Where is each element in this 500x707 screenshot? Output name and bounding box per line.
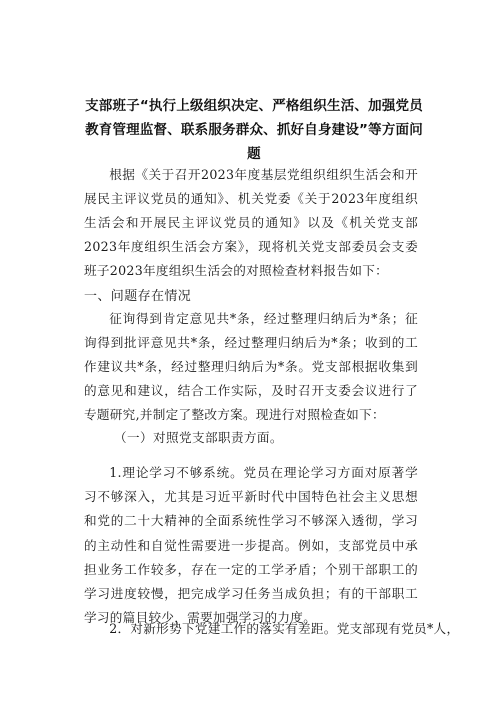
document-title: 支部班子“执行上级组织决定、严格组织生活、加强党员教育管理监督、联系服务群众、抓好自身建设”等方面问题: [85, 98, 423, 162]
intro-paragraph: 根据《关于召开2023年度基层党组织组织生活会和开展民主评议党员的通知》、机关党委《关于2023年度组织生活会和开展民主评议党员的通知》以及《机关党支部2023年度组织生活会方案》，现将机关党支部委员会支委班子2023年度组织生活会的对照检查材料报告如下：: [84, 167, 418, 278]
subsection-heading-branch-duties: （一）对照党支部职责方面。: [114, 430, 283, 445]
item-party-building-paragraph: 2．对新形势下党建工作的落实有差距。党支部现有党员*人，: [109, 621, 460, 636]
section-heading-problems: 一、问题存在情况: [84, 289, 192, 304]
item-theory-study-paragraph: 1.理论学习不够系统。党员在理论学习方面对原著学习不够深入，尤其是习近平新时代中国特色社会主义思想和党的二十大精神的全面系统性学习不够深入透彻，学习的主动性和自觉性需要进一步提高。例如，支部党员中承担业务工作较多，存在一定的工学矛盾；个别干部职工的学习进度较慢，把完成学习任务当成负担；有的干部职工学习的篇目较少，需要加强学习的力度。: [84, 465, 418, 626]
opinions-summary-paragraph: 征询得到肯定意见共*条，经过整理归纳后为*条；征询得到批评意见共*条，经过整理归纳后为*条；收到的工作建议共*条，经过整理归纳后为*条。党支部根据收集到的意见和建议，结合工作实际，及时召开支委会议进行了专题研究,并制定了整改方案。现进行对照检查如下：: [84, 311, 418, 422]
